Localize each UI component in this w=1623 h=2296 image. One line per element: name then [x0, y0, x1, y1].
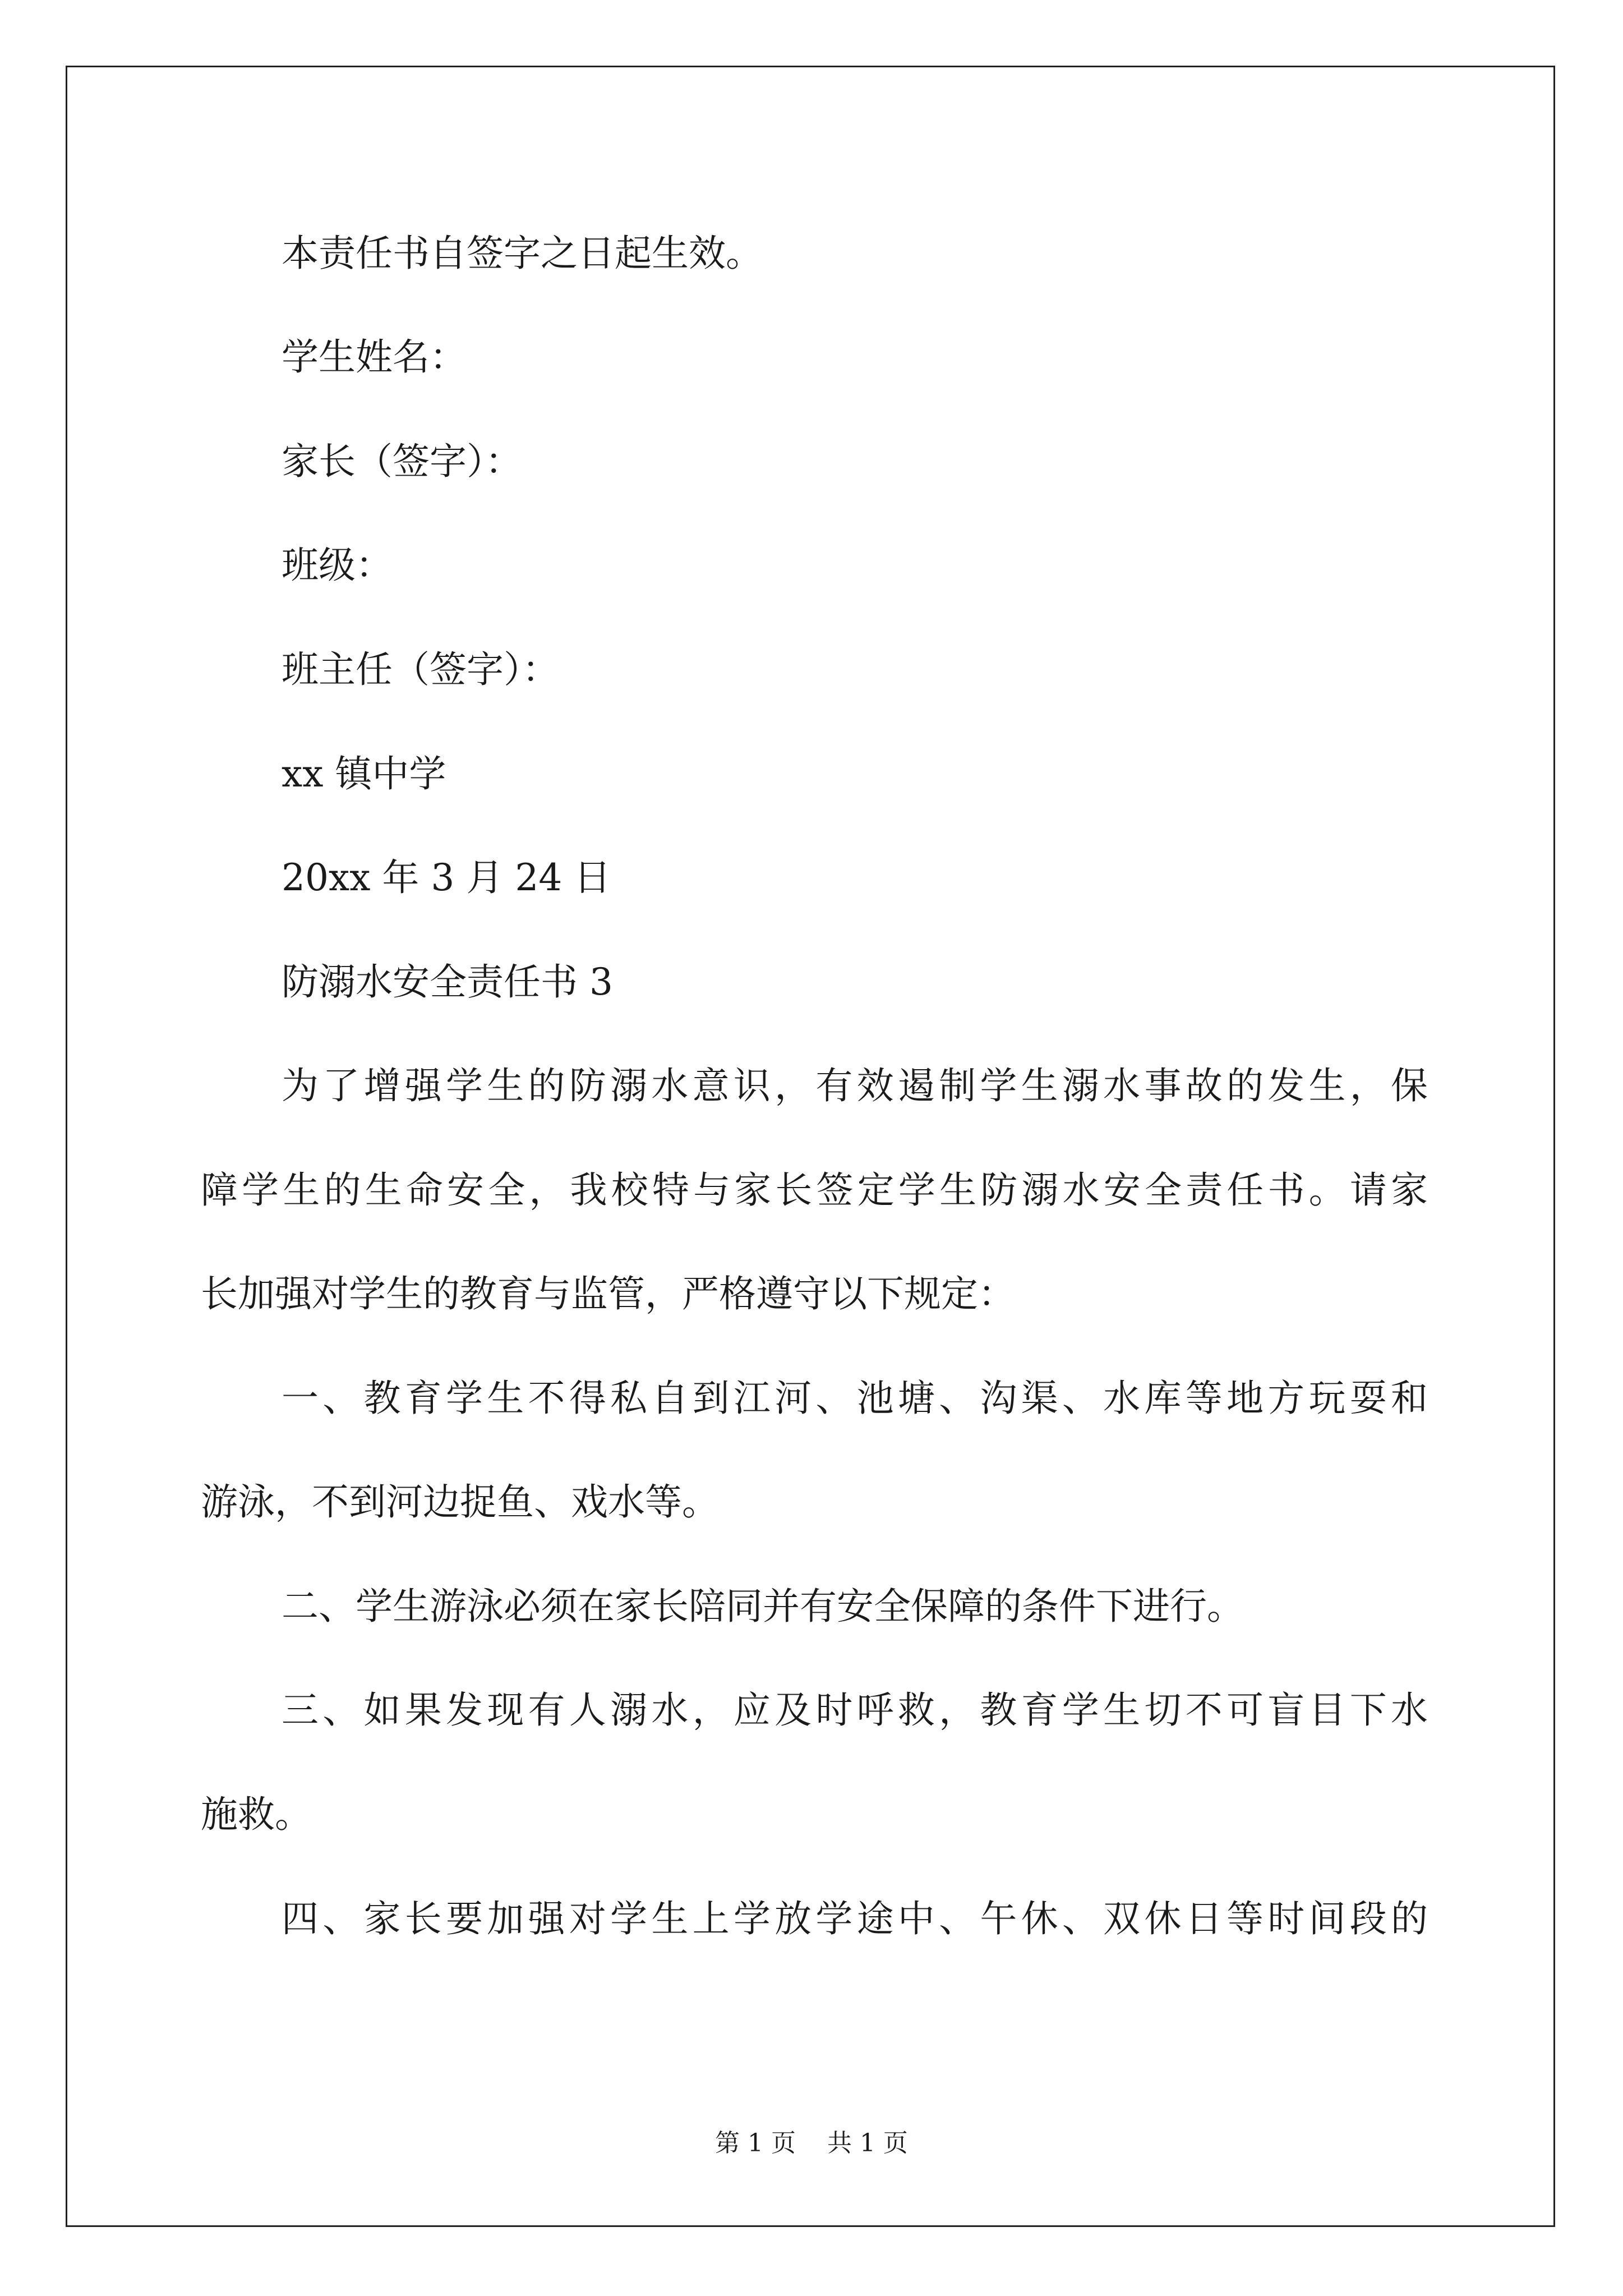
- paragraph-line: 为了增强学生的防溺水意识，有效遏制学生溺水事故的发生，保: [282, 1064, 1428, 1107]
- class-field: 班级：: [282, 544, 393, 587]
- effective-clause: 本责任书自签字之日起生效。: [282, 232, 763, 275]
- rule-item-3: 三、如果发现有人溺水，应及时呼救，教育学生切不可盲目下水: [282, 1688, 1428, 1732]
- parent-signature-field: 家长（签字）：: [282, 440, 522, 483]
- paragraph-line: 长加强对学生的教育与监管，严格遵守以下规定：: [201, 1272, 1015, 1315]
- rule-item-2: 二、学生游泳必须在家长陪同并有安全保障的条件下进行。: [282, 1585, 1244, 1628]
- head-teacher-signature-field: 班主任（签字）：: [282, 648, 559, 691]
- rule-item-1: 一、教育学生不得私自到江河、池塘、沟渠、水库等地方玩耍和: [282, 1377, 1428, 1420]
- document-date: 20xx 年 3 月 24 日: [282, 856, 611, 899]
- page-number-footer: 第 1 页 共 1 页: [715, 2129, 908, 2157]
- rule-item-4: 四、家长要加强对学生上学放学途中、午休、双休日等时间段的: [282, 1897, 1428, 1940]
- school-name: xx 镇中学: [282, 752, 446, 795]
- paragraph-line: 障学生的生命安全，我校特与家长签定学生防溺水安全责任书。请家: [201, 1168, 1428, 1212]
- section-title: 防溺水安全责任书 3: [282, 960, 613, 1004]
- rule-item-1-cont: 游泳，不到河边捉鱼、戏水等。: [201, 1480, 719, 1524]
- student-name-field: 学生姓名：: [282, 335, 467, 379]
- rule-item-3-cont: 施救。: [201, 1793, 312, 1836]
